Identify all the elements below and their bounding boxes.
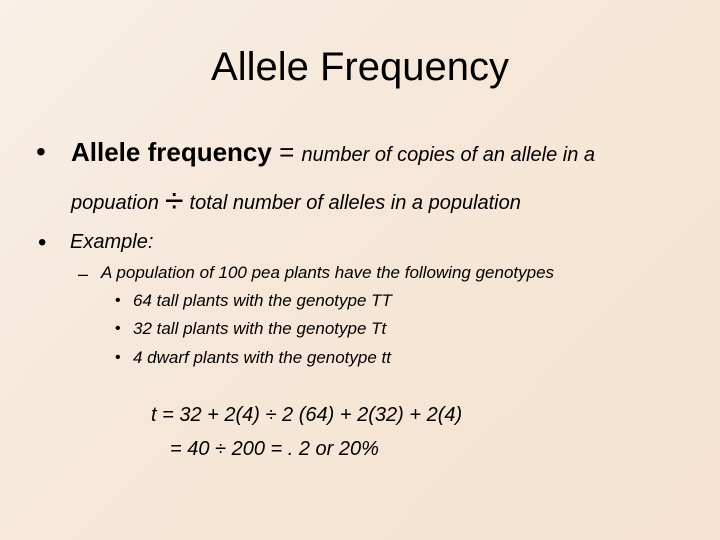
example-label: Example: [70,231,154,253]
list-bullet: • [115,320,121,337]
list-bullet: • [115,349,121,366]
definition-text-end: total number of alleles in a population [189,192,521,214]
bullet-marker: • [38,229,47,256]
definition-text: number of copies of an allele in a [301,144,596,166]
bullet-marker: • [36,136,46,167]
list-item: 64 tall plants with the genotype TT [133,291,392,310]
list-item: 4 dwarf plants with the genotype tt [133,348,391,367]
divide-sign: ÷ [164,182,184,220]
list-bullet: • [115,292,121,309]
example-description: A population of 100 pea plants have the following genotypes [101,263,555,282]
list-item: 32 tall plants with the genotype Tt [133,319,387,338]
equals-sign: = [271,137,302,167]
definition-term: Allele frequency [71,137,272,167]
equation-line-1: t = 32 + 2(4) ÷ 2 (64) + 2(32) + 2(4) [151,404,463,426]
definition-text-continued: popuation [71,192,159,214]
sub-bullet-dash: – [78,264,89,284]
equation-line-2: = 40 ÷ 200 = . 2 or 20% [170,438,379,460]
slide-title: Allele Frequency [211,45,509,89]
definition-line-1 [71,134,595,175]
definition-line-2 [71,183,521,221]
